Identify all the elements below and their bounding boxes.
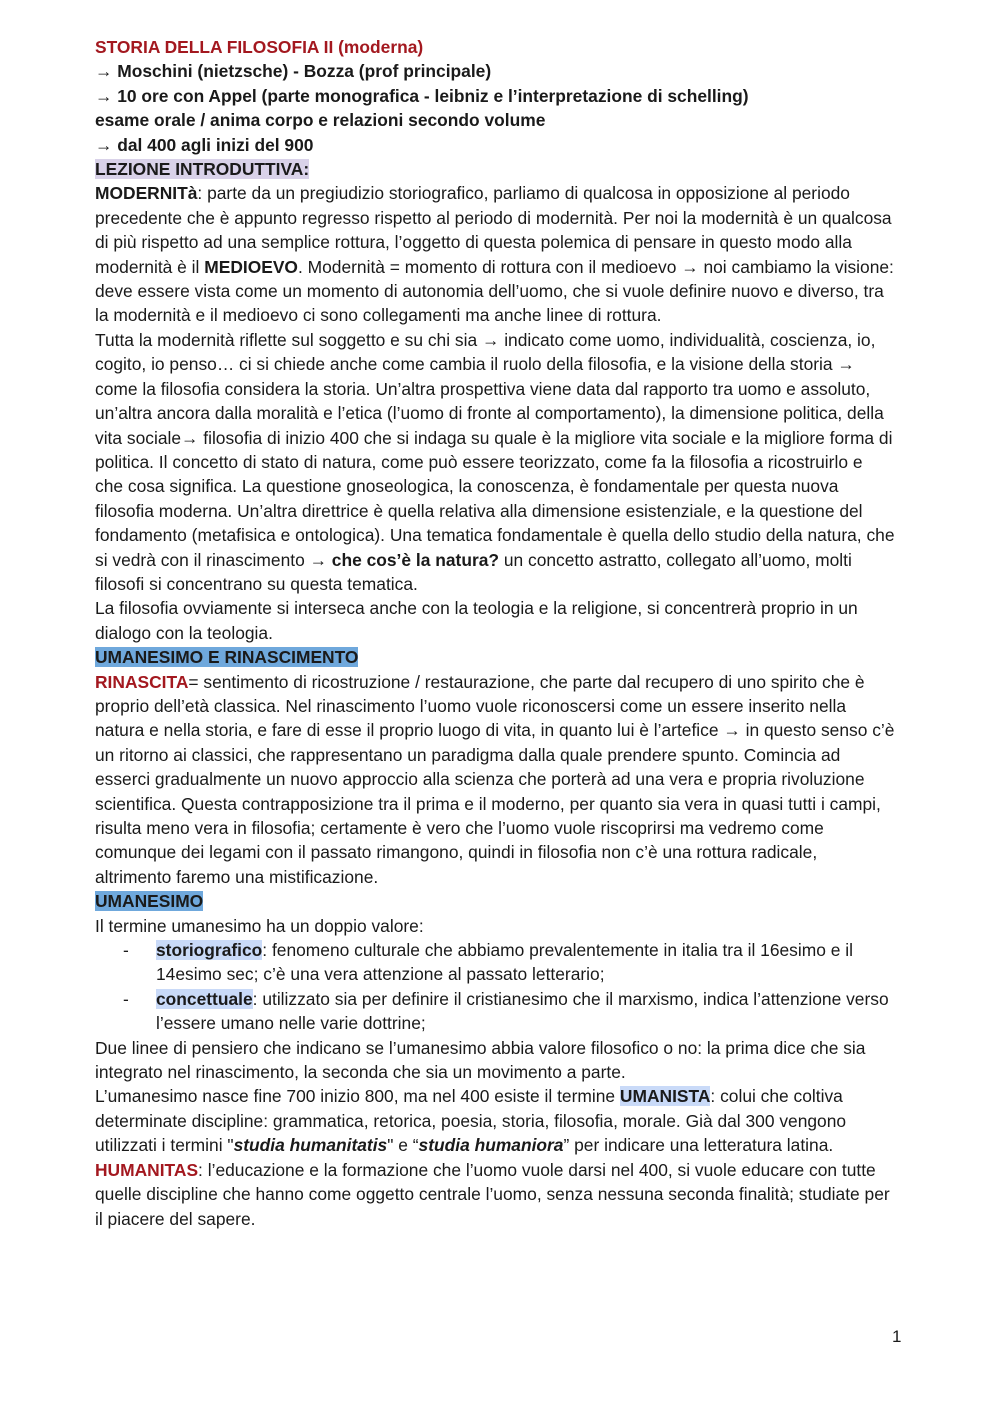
paragraph-rinascita [95, 670, 895, 890]
list-dash: - [123, 940, 129, 961]
term-medioevo: MEDIOEVO [204, 256, 298, 277]
umanista-text-c: " e “ [387, 1135, 419, 1156]
umanesimo-heading: UMANESIMO [95, 891, 204, 912]
paragraph-soggetto [95, 328, 895, 596]
section-heading-intro [95, 157, 895, 181]
list-dash: - [123, 988, 129, 1009]
storiografico-text: : fenomeno culturale che abbiamo prevalentemente in italia tra il 16esimo e il 14esimo sec; c’è una vera attenzione al passato letterario; [156, 940, 853, 985]
modernita-text-b: . Modernità = momento di rottura con il medioevo → noi cambiamo la visione: deve essere vista come un momento di autonomia dell’uomo, che si vuole definire nuovo e diverso, tra la modernità e il medioevo ci sono collegamenti ma anche linee di rottura. [95, 256, 894, 326]
paragraph-teologia: La filosofia ovviamente si interseca anche con la teologia e la religione, si concentrerà proprio in un dialogo con la teologia. [95, 598, 858, 643]
paragraph-umanista [95, 1084, 895, 1157]
umanesimo-list [95, 938, 895, 1036]
document-title: STORIA DELLA FILOSOFIA II (moderna) [95, 37, 424, 57]
term-studia-humaniora: studia humaniora [418, 1135, 564, 1156]
page-number: 1 [892, 1327, 902, 1346]
term-humanitas: HUMANITAS [95, 1159, 199, 1180]
humanitas-text: : l’educazione e la formazione che l’uomo vuole darsi nel 400, si vuole educare con tutte quelle discipline che hanno come oggetto centrale l’uomo, senza nessuna seconda finalità; studiate per il piacere del sapere. [95, 1159, 890, 1229]
paragraph-modernita [95, 181, 895, 327]
umanista-text-d: ” per indicare una letteratura latina. [563, 1135, 834, 1156]
concettuale-text: : utilizzato sia per definire il cristianesimo che il marxismo, indica l’attenzione verso l’essere umano nelle varie dottrine; [156, 988, 889, 1034]
document-page [95, 35, 895, 1231]
header-line-teachers: → Moschini (nietzsche) - Bozza (prof principale) [95, 61, 492, 82]
question-natura: che cos’è la natura? [331, 549, 500, 570]
list-item [95, 987, 895, 1036]
paragraph-humanitas [95, 1158, 895, 1231]
soggetto-text-a: Tutta la modernità riflette sul soggetto e su chi sia → indicato come uomo, individualità, coscienza, io, cogito, io penso… ci si chiede anche come cambia il ruolo della filosofia, e la visione della storia → come la filosofia considera la storia. Un’altra prospettiva viene data dal rapporto tra uomo e assoluto, un’altra ancora dalla moralità e l’etica (l’uomo di fronte al comportamento), la dimensione politica, della vita sociale→ filosofia di inizio 400 che si indaga su quale è la migliore vita sociale e la migliore forma di politica. Il concetto di stato di natura, come può essere teorizzato, come fa la filosofia a ricostruirlo e che cosa significa. La questione gnoseologica, la conoscenza, è fondamentale per questa nuova filosofia moderna. Un’altra direttrice è quella relativa alla dimensione esistenziale, e la questione del fondamento (metafisica e ontologica). Una tematica fondamentale è quella dello studio della natura, che si vedrà con il rinascimento → [95, 329, 895, 570]
term-storiografico: storiografico [156, 940, 263, 961]
soggetto-text-b: un concetto astratto, collegato all’uomo, molti filosofi si concentrano su questa tematica. [95, 549, 852, 594]
rinascita-text: = sentimento di ricostruzione / restaurazione, che parte dal recupero di uno spirito che è proprio dell’età classica. Nel rinascimento l’uomo vuole riconoscersi come un essere inserito nella natura e nella storia, e fare di esse il proprio luogo di vita, in quanto lui è l’artefice → in questo senso c’è un ritorno ai classici, che rappresentano un paradigma dalla quale prendere spunto. Comincia ad esserci gradualmente un nuovo approccio alla scienza che porterà ad una vera e propria rivoluzione scientifica. Questa contrapposizione tra il prima e il moderno, per quanto sia vera in quasi tutti i campi, risulta meno vera in filosofia; certamente è vero che l’uomo vuole riscoprirsi ma vedremo come comunque dei legami con il passato rimangono, quindi in filosofia non c’è una rottura radicale, altrimento faremo una mistificazione. [95, 671, 895, 887]
term-modernita: MODERNITà [95, 183, 198, 204]
section-heading-rinascimento [95, 645, 895, 669]
intro-heading: LEZIONE INTRODUTTIVA: [95, 159, 310, 180]
umanista-text-a: L’umanesimo nasce fine 700 inizio 800, ma nel 400 esiste il termine [95, 1086, 620, 1107]
term-rinascita: RINASCITA [95, 671, 189, 692]
umanista-text-b: : colui che coltiva determinate discipline: grammatica, retorica, poesia, storia, filosofia, morale. Già dal 300 vengono utilizzati i termini " [95, 1086, 847, 1156]
term-studia-humanitatis: studia humanitatis [233, 1135, 388, 1156]
header-line-appel: → 10 ore con Appel (parte monografica - leibniz e l’interpretazione di schelling) [95, 85, 749, 106]
header-line-exam: esame orale / anima corpo e relazioni secondo volume [95, 110, 546, 131]
rinascimento-heading: UMANESIMO E RINASCIMENTO [95, 647, 359, 668]
modernita-text-a: : parte da un pregiudizio storiografico, parliamo di qualcosa in opposizione al periodo precedente che è appunto regresso rispetto al periodo di modernità. Per noi la modernità è un qualcosa di più rispetto ad una semplice rottura, l’oggetto di questa polemica di pensare in questo modo alla modernità è il [95, 183, 892, 277]
header-line-period: → dal 400 agli inizi del 900 [95, 134, 314, 155]
umanesimo-intro: Il termine umanesimo ha un doppio valore: [95, 915, 424, 936]
term-umanista: UMANISTA [619, 1086, 711, 1107]
term-concettuale: concettuale [156, 988, 253, 1009]
paragraph-linee-pensiero: Due linee di pensiero che indicano se l’umanesimo abbia valore filosofico o no: la prima dice che sia integrato nel rinascimento, la seconda che sia un movimento a parte. [95, 1037, 866, 1083]
list-item [95, 938, 895, 987]
section-heading-umanesimo [95, 889, 895, 913]
